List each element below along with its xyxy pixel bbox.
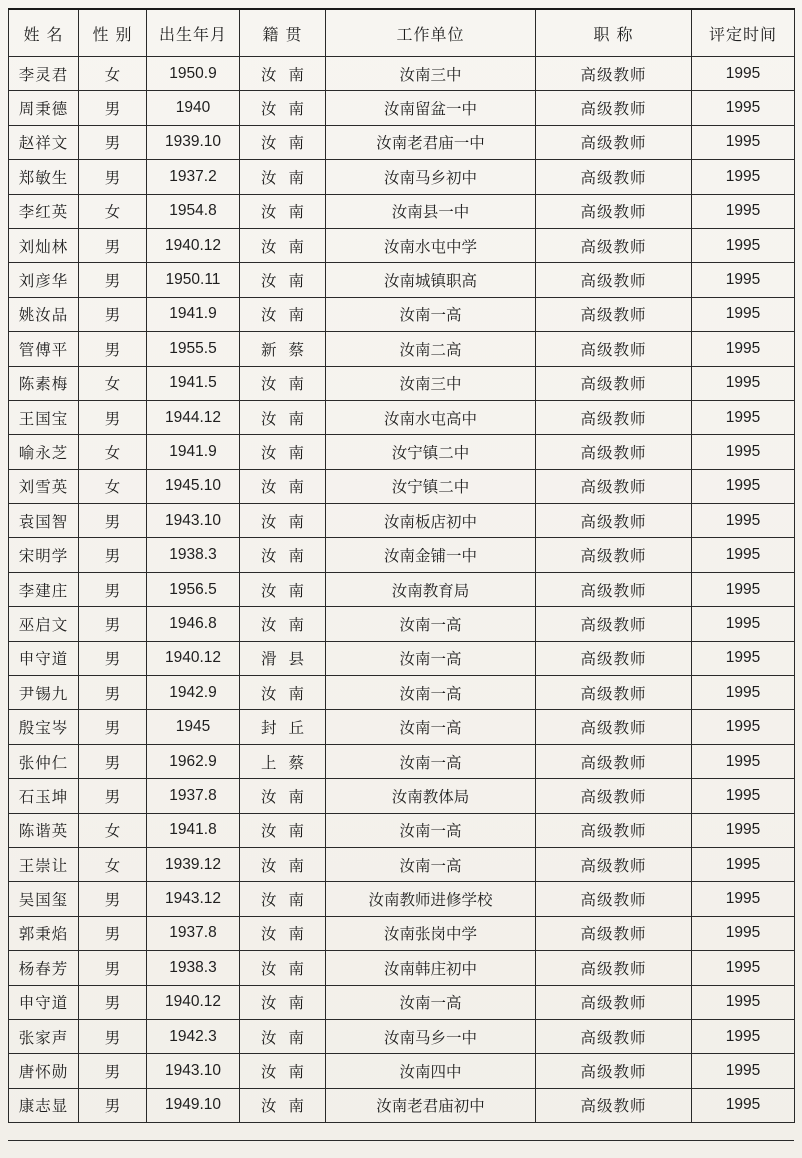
cell-work-unit: 汝宁镇二中 (326, 435, 536, 469)
cell-origin: 汝南 (240, 194, 326, 228)
table-row (9, 297, 795, 331)
cell-work-unit: 汝南一高 (326, 710, 536, 744)
cell-origin: 汝南 (240, 91, 326, 125)
cell-name: 唐怀勋 (9, 1054, 79, 1088)
header-sex: 性 别 (79, 9, 147, 57)
cell-name: 陈素梅 (9, 366, 79, 400)
cell-work-unit: 汝南一高 (326, 744, 536, 778)
cell-name: 姚汝品 (9, 297, 79, 331)
header-name: 姓 名 (9, 9, 79, 57)
cell-name: 郭秉焰 (9, 916, 79, 950)
table-row (9, 951, 795, 985)
cell-work-unit: 汝南一高 (326, 641, 536, 675)
cell-title: 高级教师 (536, 951, 692, 985)
cell-work-unit: 汝南老君庙一中 (326, 125, 536, 159)
cell-birth: 1943.12 (147, 882, 240, 916)
cell-name: 喻永芝 (9, 435, 79, 469)
cell-rating-year: 1995 (692, 641, 795, 675)
cell-sex: 男 (79, 1054, 147, 1088)
cell-sex: 男 (79, 641, 147, 675)
header-row (9, 9, 795, 57)
cell-origin: 汝南 (240, 1088, 326, 1122)
cell-sex: 女 (79, 813, 147, 847)
cell-work-unit: 汝南三中 (326, 57, 536, 91)
table-row (9, 400, 795, 434)
table-row (9, 985, 795, 1019)
cell-sex: 女 (79, 366, 147, 400)
cell-title: 高级教师 (536, 882, 692, 916)
cell-birth: 1938.3 (147, 951, 240, 985)
cell-name: 陈谐英 (9, 813, 79, 847)
cell-title: 高级教师 (536, 676, 692, 710)
cell-birth: 1943.10 (147, 504, 240, 538)
cell-sex: 男 (79, 1019, 147, 1053)
bottom-rule (8, 1140, 794, 1141)
cell-origin: 汝南 (240, 263, 326, 297)
table-row (9, 847, 795, 881)
table-row (9, 194, 795, 228)
cell-title: 高级教师 (536, 572, 692, 606)
cell-birth: 1942.9 (147, 676, 240, 710)
cell-work-unit: 汝宁镇二中 (326, 469, 536, 503)
cell-sex: 男 (79, 744, 147, 778)
cell-origin: 汝南 (240, 847, 326, 881)
cell-name: 申守道 (9, 985, 79, 1019)
cell-name: 刘彦华 (9, 263, 79, 297)
header-title: 职 称 (536, 9, 692, 57)
cell-sex: 女 (79, 847, 147, 881)
cell-work-unit: 汝南水屯高中 (326, 400, 536, 434)
cell-birth: 1940.12 (147, 985, 240, 1019)
cell-work-unit: 汝南城镇职高 (326, 263, 536, 297)
cell-origin: 汝南 (240, 57, 326, 91)
cell-birth: 1944.12 (147, 400, 240, 434)
cell-rating-year: 1995 (692, 435, 795, 469)
cell-work-unit: 汝南一高 (326, 607, 536, 641)
cell-rating-year: 1995 (692, 1088, 795, 1122)
cell-birth: 1941.9 (147, 435, 240, 469)
cell-rating-year: 1995 (692, 297, 795, 331)
cell-origin: 汝南 (240, 813, 326, 847)
cell-birth: 1950.9 (147, 57, 240, 91)
cell-sex: 男 (79, 538, 147, 572)
cell-rating-year: 1995 (692, 194, 795, 228)
cell-rating-year: 1995 (692, 985, 795, 1019)
cell-rating-year: 1995 (692, 710, 795, 744)
cell-work-unit: 汝南一高 (326, 813, 536, 847)
cell-name: 宋明学 (9, 538, 79, 572)
cell-birth: 1962.9 (147, 744, 240, 778)
cell-name: 石玉坤 (9, 779, 79, 813)
cell-rating-year: 1995 (692, 951, 795, 985)
table-row (9, 607, 795, 641)
cell-name: 殷宝岑 (9, 710, 79, 744)
cell-name: 袁国智 (9, 504, 79, 538)
cell-rating-year: 1995 (692, 744, 795, 778)
cell-origin: 汝南 (240, 1054, 326, 1088)
cell-name: 赵祥文 (9, 125, 79, 159)
cell-rating-year: 1995 (692, 1054, 795, 1088)
cell-rating-year: 1995 (692, 882, 795, 916)
cell-birth: 1937.2 (147, 160, 240, 194)
header-work-unit: 工作单位 (326, 9, 536, 57)
cell-sex: 男 (79, 160, 147, 194)
cell-title: 高级教师 (536, 194, 692, 228)
table-row (9, 572, 795, 606)
header-birth: 出生年月 (147, 9, 240, 57)
cell-title: 高级教师 (536, 435, 692, 469)
cell-rating-year: 1995 (692, 91, 795, 125)
cell-name: 张家声 (9, 1019, 79, 1053)
cell-name: 李灵君 (9, 57, 79, 91)
cell-origin: 汝南 (240, 916, 326, 950)
cell-origin: 汝南 (240, 607, 326, 641)
cell-work-unit: 汝南张岗中学 (326, 916, 536, 950)
cell-sex: 女 (79, 194, 147, 228)
cell-work-unit: 汝南韩庄初中 (326, 951, 536, 985)
cell-sex: 男 (79, 125, 147, 159)
cell-sex: 男 (79, 607, 147, 641)
cell-name: 李红英 (9, 194, 79, 228)
cell-origin: 滑县 (240, 641, 326, 675)
cell-origin: 汝南 (240, 882, 326, 916)
cell-birth: 1941.9 (147, 297, 240, 331)
cell-work-unit: 汝南县一中 (326, 194, 536, 228)
cell-origin: 汝南 (240, 366, 326, 400)
cell-work-unit: 汝南马乡初中 (326, 160, 536, 194)
table-row (9, 125, 795, 159)
cell-origin: 汝南 (240, 676, 326, 710)
cell-name: 康志显 (9, 1088, 79, 1122)
table-row (9, 676, 795, 710)
cell-name: 申守道 (9, 641, 79, 675)
table-row (9, 332, 795, 366)
table-row (9, 882, 795, 916)
cell-rating-year: 1995 (692, 366, 795, 400)
cell-name: 周秉德 (9, 91, 79, 125)
cell-name: 杨春芳 (9, 951, 79, 985)
cell-origin: 汝南 (240, 469, 326, 503)
cell-sex: 男 (79, 297, 147, 331)
cell-birth: 1946.8 (147, 607, 240, 641)
cell-name: 刘灿林 (9, 228, 79, 262)
cell-title: 高级教师 (536, 847, 692, 881)
cell-rating-year: 1995 (692, 1019, 795, 1053)
cell-origin: 汝南 (240, 951, 326, 985)
cell-work-unit: 汝南老君庙初中 (326, 1088, 536, 1122)
cell-title: 高级教师 (536, 400, 692, 434)
cell-origin: 汝南 (240, 400, 326, 434)
cell-origin: 汝南 (240, 297, 326, 331)
table-row (9, 1088, 795, 1122)
header-origin: 籍 贯 (240, 9, 326, 57)
table-row (9, 641, 795, 675)
cell-work-unit: 汝南留盆一中 (326, 91, 536, 125)
cell-birth: 1956.5 (147, 572, 240, 606)
cell-rating-year: 1995 (692, 400, 795, 434)
cell-work-unit: 汝南教师进修学校 (326, 882, 536, 916)
cell-rating-year: 1995 (692, 607, 795, 641)
cell-name: 郑敏生 (9, 160, 79, 194)
cell-sex: 女 (79, 57, 147, 91)
cell-sex: 男 (79, 400, 147, 434)
cell-origin: 汝南 (240, 435, 326, 469)
cell-title: 高级教师 (536, 985, 692, 1019)
cell-name: 管傅平 (9, 332, 79, 366)
table-row (9, 813, 795, 847)
cell-sex: 男 (79, 228, 147, 262)
cell-sex: 男 (79, 951, 147, 985)
cell-rating-year: 1995 (692, 504, 795, 538)
cell-work-unit: 汝南一高 (326, 847, 536, 881)
cell-origin: 汝南 (240, 160, 326, 194)
cell-rating-year: 1995 (692, 779, 795, 813)
cell-name: 吴国玺 (9, 882, 79, 916)
cell-sex: 男 (79, 1088, 147, 1122)
cell-name: 尹锡九 (9, 676, 79, 710)
cell-birth: 1940 (147, 91, 240, 125)
cell-birth: 1937.8 (147, 916, 240, 950)
cell-rating-year: 1995 (692, 125, 795, 159)
table-row (9, 538, 795, 572)
cell-title: 高级教师 (536, 160, 692, 194)
cell-origin: 汝南 (240, 125, 326, 159)
cell-birth: 1941.8 (147, 813, 240, 847)
cell-name: 张仲仁 (9, 744, 79, 778)
cell-title: 高级教师 (536, 91, 692, 125)
cell-work-unit: 汝南一高 (326, 985, 536, 1019)
cell-title: 高级教师 (536, 779, 692, 813)
cell-title: 高级教师 (536, 263, 692, 297)
table-row (9, 744, 795, 778)
cell-sex: 男 (79, 710, 147, 744)
cell-birth: 1950.11 (147, 263, 240, 297)
cell-work-unit: 汝南四中 (326, 1054, 536, 1088)
cell-name: 李建庄 (9, 572, 79, 606)
table-row (9, 366, 795, 400)
cell-birth: 1954.8 (147, 194, 240, 228)
table-row (9, 263, 795, 297)
cell-work-unit: 汝南教育局 (326, 572, 536, 606)
cell-work-unit: 汝南一高 (326, 676, 536, 710)
cell-title: 高级教师 (536, 297, 692, 331)
cell-work-unit: 汝南马乡一中 (326, 1019, 536, 1053)
cell-origin: 汝南 (240, 572, 326, 606)
cell-birth: 1943.10 (147, 1054, 240, 1088)
cell-name: 刘雪英 (9, 469, 79, 503)
cell-title: 高级教师 (536, 57, 692, 91)
cell-rating-year: 1995 (692, 572, 795, 606)
cell-title: 高级教师 (536, 538, 692, 572)
cell-work-unit: 汝南教体局 (326, 779, 536, 813)
cell-sex: 男 (79, 263, 147, 297)
cell-title: 高级教师 (536, 607, 692, 641)
table-row (9, 57, 795, 91)
cell-sex: 男 (79, 504, 147, 538)
table-row (9, 1019, 795, 1053)
cell-origin: 汝南 (240, 538, 326, 572)
header-rating-year: 评定时间 (692, 9, 795, 57)
cell-birth: 1945.10 (147, 469, 240, 503)
table-row (9, 1054, 795, 1088)
table-row (9, 710, 795, 744)
roster-body (9, 57, 795, 1123)
cell-sex: 女 (79, 435, 147, 469)
teacher-roster-table (8, 8, 795, 1123)
cell-sex: 男 (79, 916, 147, 950)
table-row (9, 91, 795, 125)
cell-title: 高级教师 (536, 710, 692, 744)
cell-sex: 男 (79, 985, 147, 1019)
cell-sex: 男 (79, 572, 147, 606)
table-row (9, 160, 795, 194)
table-row (9, 504, 795, 538)
cell-title: 高级教师 (536, 744, 692, 778)
cell-birth: 1940.12 (147, 228, 240, 262)
cell-title: 高级教师 (536, 1019, 692, 1053)
cell-work-unit: 汝南金铺一中 (326, 538, 536, 572)
cell-name: 王崇让 (9, 847, 79, 881)
cell-origin: 上蔡 (240, 744, 326, 778)
cell-title: 高级教师 (536, 125, 692, 159)
cell-sex: 男 (79, 882, 147, 916)
cell-birth: 1937.8 (147, 779, 240, 813)
cell-title: 高级教师 (536, 228, 692, 262)
cell-title: 高级教师 (536, 469, 692, 503)
cell-birth: 1941.5 (147, 366, 240, 400)
cell-title: 高级教师 (536, 641, 692, 675)
cell-name: 巫启文 (9, 607, 79, 641)
table-row (9, 435, 795, 469)
cell-work-unit: 汝南三中 (326, 366, 536, 400)
cell-birth: 1938.3 (147, 538, 240, 572)
cell-rating-year: 1995 (692, 332, 795, 366)
cell-birth: 1939.10 (147, 125, 240, 159)
cell-origin: 汝南 (240, 504, 326, 538)
cell-origin: 新蔡 (240, 332, 326, 366)
cell-work-unit: 汝南水屯中学 (326, 228, 536, 262)
cell-rating-year: 1995 (692, 847, 795, 881)
cell-rating-year: 1995 (692, 676, 795, 710)
cell-rating-year: 1995 (692, 160, 795, 194)
cell-rating-year: 1995 (692, 228, 795, 262)
cell-sex: 女 (79, 469, 147, 503)
cell-birth: 1939.12 (147, 847, 240, 881)
cell-birth: 1955.5 (147, 332, 240, 366)
cell-title: 高级教师 (536, 504, 692, 538)
cell-work-unit: 汝南二高 (326, 332, 536, 366)
cell-name: 王国宝 (9, 400, 79, 434)
cell-rating-year: 1995 (692, 57, 795, 91)
cell-sex: 男 (79, 779, 147, 813)
cell-origin: 汝南 (240, 228, 326, 262)
cell-birth: 1942.3 (147, 1019, 240, 1053)
cell-title: 高级教师 (536, 1054, 692, 1088)
table-row (9, 469, 795, 503)
cell-birth: 1949.10 (147, 1088, 240, 1122)
cell-origin: 封丘 (240, 710, 326, 744)
cell-title: 高级教师 (536, 1088, 692, 1122)
cell-sex: 男 (79, 91, 147, 125)
table-row (9, 916, 795, 950)
cell-sex: 男 (79, 332, 147, 366)
cell-birth: 1945 (147, 710, 240, 744)
cell-title: 高级教师 (536, 366, 692, 400)
cell-rating-year: 1995 (692, 813, 795, 847)
cell-rating-year: 1995 (692, 469, 795, 503)
table-row (9, 228, 795, 262)
cell-work-unit: 汝南板店初中 (326, 504, 536, 538)
table-row (9, 779, 795, 813)
cell-title: 高级教师 (536, 332, 692, 366)
cell-birth: 1940.12 (147, 641, 240, 675)
cell-rating-year: 1995 (692, 263, 795, 297)
cell-rating-year: 1995 (692, 916, 795, 950)
cell-rating-year: 1995 (692, 538, 795, 572)
cell-title: 高级教师 (536, 916, 692, 950)
cell-work-unit: 汝南一高 (326, 297, 536, 331)
cell-origin: 汝南 (240, 1019, 326, 1053)
cell-sex: 男 (79, 676, 147, 710)
cell-origin: 汝南 (240, 779, 326, 813)
cell-origin: 汝南 (240, 985, 326, 1019)
cell-title: 高级教师 (536, 813, 692, 847)
